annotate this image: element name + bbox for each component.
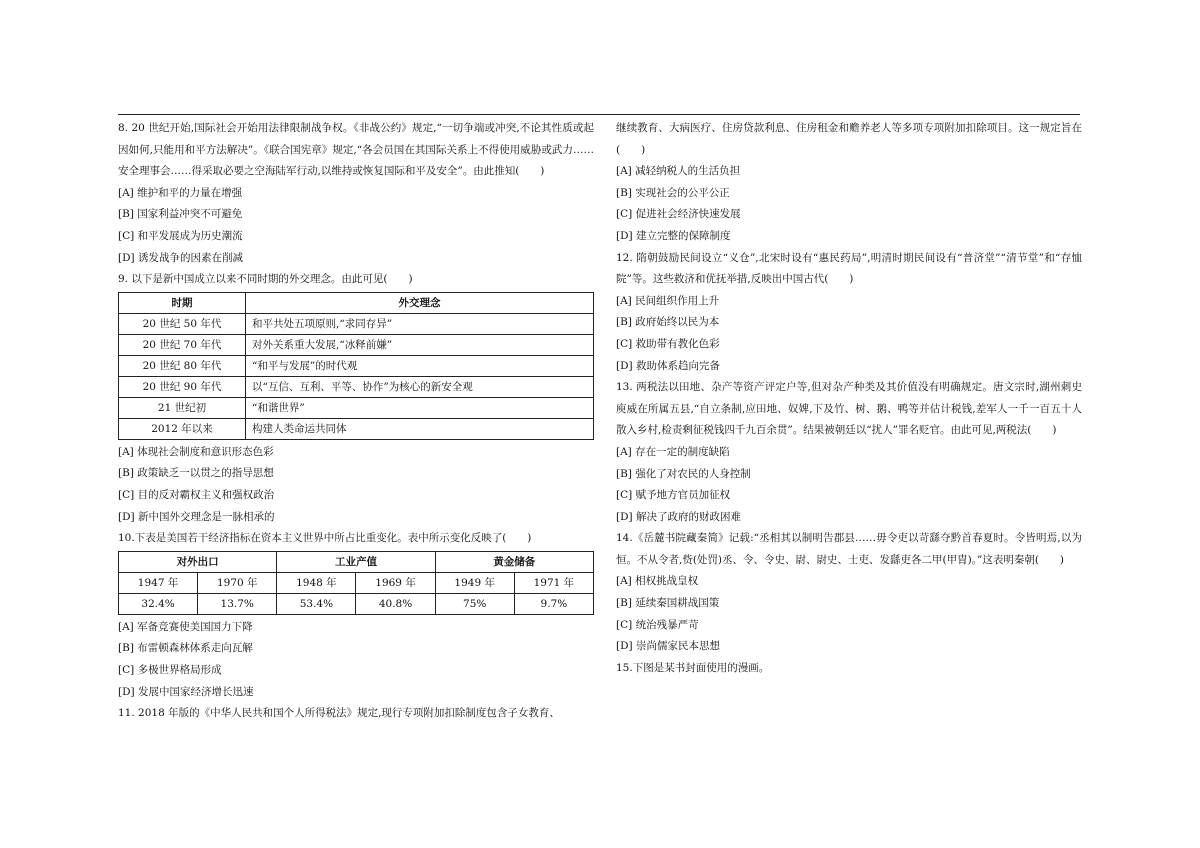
question-11-option-d: [D] 建立完整的保障制度 bbox=[616, 229, 731, 242]
us-economy-share-table bbox=[118, 551, 594, 615]
header-rule bbox=[118, 114, 1080, 115]
question-12-option-b: [B] 政府始终以民为本 bbox=[616, 316, 720, 329]
year-cell: 1969 年 bbox=[356, 572, 435, 593]
idea-cell: “和平与发展”的时代观 bbox=[246, 355, 594, 376]
group-header-gold-reserves: 黄金储备 bbox=[435, 551, 593, 572]
table-row bbox=[119, 572, 594, 593]
question-14-stem: 14.《岳麓书院藏秦简》记载:“丞相其以制明告郡县……毋令吏以苛繇夺黔首春夏时。令皆明焉,以为恒。不从令者,赀(处罚)丞、令、令史、尉、尉史、士吏、发繇吏各二甲(甲胄)。”这表明秦朝( ) bbox=[616, 532, 1082, 566]
question-10-option-c: [C] 多极世界格局形成 bbox=[118, 663, 222, 676]
value-cell: 40.8% bbox=[356, 593, 435, 614]
question-8-option-b: [B] 国家利益冲突不可避免 bbox=[118, 208, 243, 221]
period-cell: 20 世纪 50 年代 bbox=[119, 313, 246, 334]
question-9-option-c: [C] 目的反对霸权主义和强权政治 bbox=[118, 488, 275, 501]
period-cell: 2012 年以来 bbox=[119, 418, 246, 439]
idea-cell: 对外关系重大发展,“冰释前嫌” bbox=[246, 334, 594, 355]
question-8-option-a: [A] 维护和平的力量在增强 bbox=[118, 186, 243, 199]
question-11-option-a: [A] 减轻纳税人的生活负担 bbox=[616, 165, 741, 178]
value-cell: 13.7% bbox=[198, 593, 277, 614]
question-8-option-d: [D] 诱发战争的因素在削减 bbox=[118, 251, 243, 264]
table-header-period: 时期 bbox=[119, 292, 246, 313]
question-15-stem: 15.下图是某书封面使用的漫画。 bbox=[616, 661, 770, 674]
table-row bbox=[119, 593, 594, 614]
question-8-option-c: [C] 和平发展成为历史潮流 bbox=[118, 229, 243, 242]
value-cell: 53.4% bbox=[277, 593, 356, 614]
table-header-idea: 外交理念 bbox=[246, 292, 594, 313]
value-cell: 75% bbox=[435, 593, 514, 614]
group-header-industrial-output: 工业产值 bbox=[277, 551, 435, 572]
question-12-stem: 12. 隋朝鼓励民间设立“义仓”,北宋时设有“惠民药局”,明清时期民间设有“普济堂”“清节堂”和“存恤院”等。这些救济和优抚举措,反映出中国古代( ) bbox=[616, 251, 1082, 286]
question-14-option-a: [A] 相权挑战皇权 bbox=[616, 575, 699, 588]
period-cell: 20 世纪 70 年代 bbox=[119, 334, 246, 355]
question-12-option-d: [D] 救助体系趋向完备 bbox=[616, 359, 720, 372]
question-14-option-b: [B] 延续秦国耕战国策 bbox=[616, 597, 720, 610]
year-cell: 1948 年 bbox=[277, 572, 356, 593]
question-8-stem: 8. 20 世纪开始,国际社会开始用法律限制战争权。《非战公约》规定,“一切争端或冲突,不论其性质或起因如何,只能用和平方法解决”。《联合国宪章》规定,“各会员国在其国际关系上不得使用威胁或武力……安全理事会……得采取必要之空海陆军行动,以维持或恢复国际和平及安全”。由此推知( ) bbox=[118, 122, 594, 178]
question-9-option-a: [A] 体现社会制度和意识形态色彩 bbox=[118, 445, 274, 458]
question-9-stem: 9. 以下是新中国成立以来不同时期的外交理念。由此可见( ) bbox=[118, 273, 413, 286]
question-11-option-b: [B] 实现社会的公平公正 bbox=[616, 186, 730, 199]
question-11-stem-start: 11. 2018 年版的《中华人民共和国个人所得税法》规定,现行专项附加扣除制度包含子女教育、 bbox=[118, 707, 560, 720]
right-column bbox=[616, 118, 1082, 679]
table-row bbox=[119, 355, 594, 376]
idea-cell: 和平共处五项原则,“求同存异” bbox=[246, 313, 594, 334]
question-11-option-c: [C] 促进社会经济快速发展 bbox=[616, 208, 741, 221]
year-cell: 1970 年 bbox=[198, 572, 277, 593]
value-cell: 32.4% bbox=[119, 593, 198, 614]
question-12-option-a: [A] 民间组织作用上升 bbox=[616, 294, 720, 307]
question-9-option-b: [B] 政策缺乏一以贯之的指导思想 bbox=[118, 467, 274, 480]
table-row bbox=[119, 397, 594, 418]
table-row bbox=[119, 418, 594, 439]
question-14-option-d: [D] 崇尚儒家民本思想 bbox=[616, 640, 720, 653]
period-cell: 21 世纪初 bbox=[119, 397, 246, 418]
question-13-option-d: [D] 解决了政府的财政困难 bbox=[616, 510, 741, 523]
period-cell: 20 世纪 90 年代 bbox=[119, 376, 246, 397]
table-row bbox=[119, 376, 594, 397]
question-13-option-a: [A] 存在一定的制度缺陷 bbox=[616, 445, 730, 458]
year-cell: 1947 年 bbox=[119, 572, 198, 593]
table-row bbox=[119, 313, 594, 334]
idea-cell: 以“互信、互利、平等、协作”为核心的新安全观 bbox=[246, 376, 594, 397]
period-cell: 20 世纪 80 年代 bbox=[119, 355, 246, 376]
question-14-option-c: [C] 统治残暴严苛 bbox=[616, 618, 699, 631]
idea-cell: 构建人类命运共同体 bbox=[246, 418, 594, 439]
question-10-option-a: [A] 军备竞赛使美国国力下降 bbox=[118, 620, 253, 633]
value-cell: 9.7% bbox=[514, 593, 593, 614]
question-11-stem-continued: 继续教育、大病医疗、住房贷款利息、住房租金和赡养老人等多项专项附加扣除项目。这一规定旨在( ) bbox=[616, 122, 1082, 156]
idea-cell: “和谐世界” bbox=[246, 397, 594, 418]
question-13-stem: 13. 两税法以田地、杂产等资产评定户等,但对杂产种类及其价值没有明确规定。唐文宗时,湖州刺史庾威在所属五县,“自立条制,应田地、奴婢,下及竹、树、鹅、鸭等并估计税钱,差军人一千一百五十人散入乡村,检责剩征税钱四千九百余贯”。结果被朝廷以“扰人”罪名贬官。由此可见,两税法( ) bbox=[616, 381, 1082, 437]
question-12-option-c: [C] 救助带有教化色彩 bbox=[616, 337, 720, 350]
question-10-option-b: [B] 布雷顿森林体系走向瓦解 bbox=[118, 642, 253, 655]
question-9-option-d: [D] 新中国外交理念是一脉相承的 bbox=[118, 510, 275, 523]
question-10-stem: 10.下表是美国若干经济指标在资本主义世界中所占比重变化。表中所示变化反映了( ) bbox=[118, 532, 532, 545]
table-row bbox=[119, 334, 594, 355]
year-cell: 1949 年 bbox=[435, 572, 514, 593]
left-column bbox=[118, 118, 594, 725]
group-header-exports: 对外出口 bbox=[119, 551, 277, 572]
year-cell: 1971 年 bbox=[514, 572, 593, 593]
foreign-policy-table bbox=[118, 292, 594, 440]
question-13-option-c: [C] 赋予地方官员加征权 bbox=[616, 489, 731, 502]
question-10-option-d: [D] 发展中国家经济增长迅速 bbox=[118, 685, 254, 698]
question-13-option-b: [B] 强化了对农民的人身控制 bbox=[616, 467, 751, 480]
